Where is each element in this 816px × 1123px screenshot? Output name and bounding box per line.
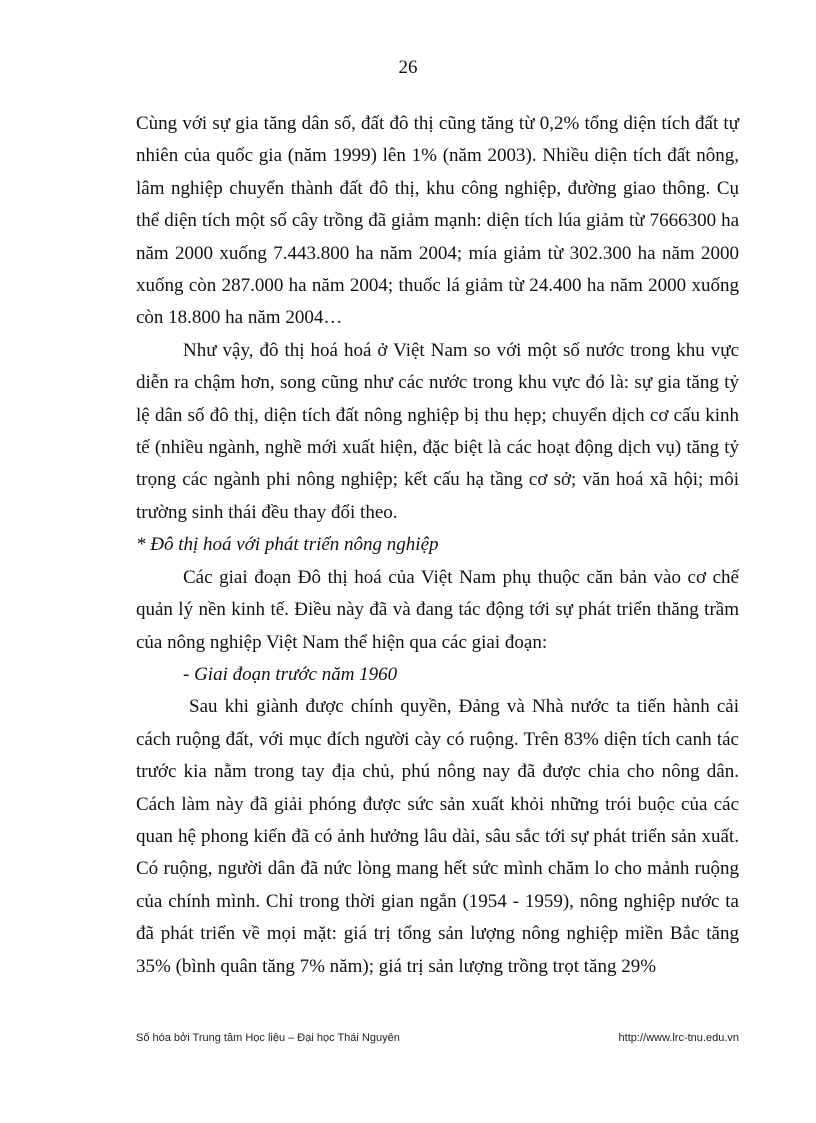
paragraph-urbanization-summary: Như vậy, đô thị hoá hoá ở Việt Nam so với một số nước trong khu vực diễn ra chậm hơn, song cũng như các nước trong khu vực đó là: sự gia tăng tỷ lệ dân số đô thị, diện tích đất nông nghiệp bị thu hẹp; chuyển dịch cơ cấu kinh tế (nhiều ngành, nghề mới xuất hiện, đặc biệt là các hoạt động dịch vụ) tăng tỷ trọng các ngành phi nông nghiệp; kết cấu hạ tầng cơ sở; văn hoá xã hội; môi trường sinh thái đều thay đổi theo.	[136, 339, 739, 523]
body-text	[136, 108, 739, 983]
footer-source: Số hóa bởi Trung tâm Học liệu – Đại học Thái Nguyên	[136, 1032, 400, 1044]
footer-url[interactable]: http://www.lrc-tnu.edu.vn	[618, 1032, 739, 1044]
paragraph-land-reform: Sau khi giành được chính quyền, Đảng và Nhà nước ta tiến hành cải cách ruộng đất, với mục đích người cày có ruộng. Trên 83% diện tích canh tác trước kia nằm trong tay địa chủ, phú nông nay đã được chia cho nông dân. Cách làm này đã giải phóng được sức sản xuất khỏi những trói buộc của các quan hệ phong kiến đã có ảnh hưởng lâu dài, sâu sắc tới sự phát triển sản xuất. Có ruộng, người dân đã nức lòng mang hết sức mình chăm lo cho mảnh ruộng của chính mình. Chỉ trong thời gian ngắn (1954 - 1959), nông nghiệp nước ta đã phát triển về mọi mặt: giá trị tổng sản lượng nông nghiệp miền Bắc tăng 35% (bình quân tăng 7% năm); giá trị sản lượng trồng trọt tăng 29%	[136, 696, 739, 977]
page-number: 26	[398, 57, 418, 78]
section-heading: * Đô thị hoá với phát triển nông nghiệp	[136, 534, 439, 556]
paragraph-stages-intro: Các giai đoạn Đô thị hoá của Việt Nam phụ thuộc căn bản vào cơ chế quản lý nền kinh tế. Điều này đã và đang tác động tới sự phát triển thăng trầm của nông nghiệp Việt Nam thể hiện qua các giai đoạn:	[136, 566, 739, 653]
subsection-heading: - Giai đoạn trước năm 1960	[183, 663, 398, 685]
paragraph-urban-land: Cùng với sự gia tăng dân số, đất đô thị cũng tăng từ 0,2% tổng diện tích đất tự nhiên của quốc gia (năm 1999) lên 1% (năm 2003). Nhiều diện tích đất nông, lâm nghiệp chuyển thành đất đô thị, khu công nghiệp, đường giao thông. Cụ thể diện tích một số cây trồng đã giảm mạnh: diện tích lúa giảm từ 7666300 ha năm 2000 xuống 7.443.800 ha năm 2004; mía giảm từ 302.300 ha năm 2000 xuống còn 287.000 ha năm 2004; thuốc lá giảm từ 24.400 ha năm 2000 xuống còn 18.800 ha năm 2004…	[136, 113, 739, 329]
